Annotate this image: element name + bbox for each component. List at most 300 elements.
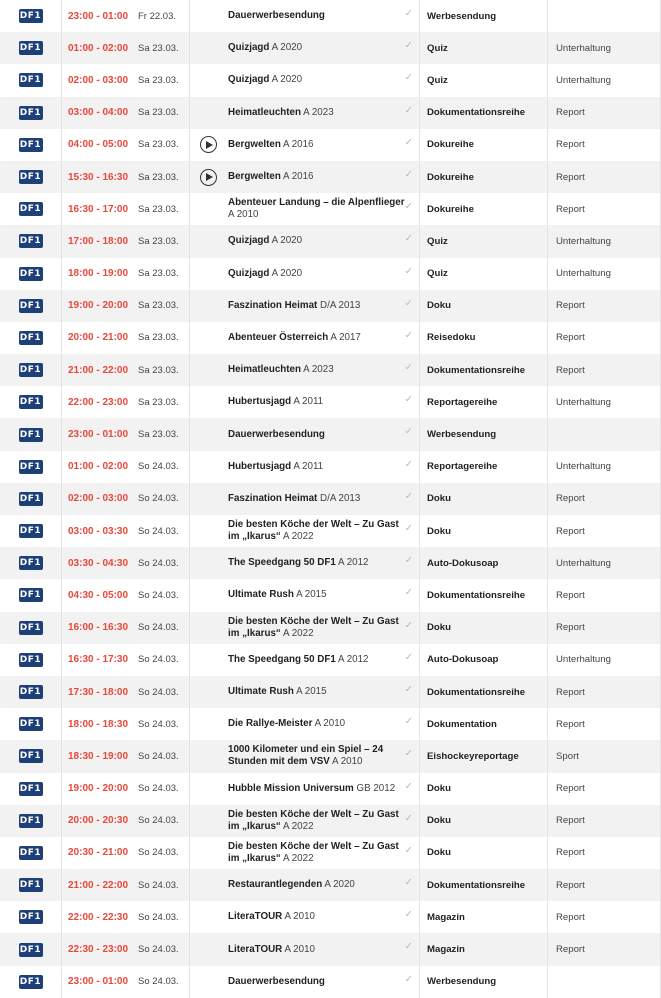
category-cell xyxy=(548,708,661,740)
category-cell xyxy=(548,193,661,225)
genre-cell xyxy=(420,0,548,32)
program-meta: A 2020 xyxy=(271,42,303,54)
check-icon[interactable]: ✓ xyxy=(404,812,413,824)
genre-label: Auto-Dokusoap xyxy=(427,654,499,666)
genre-cell xyxy=(420,354,548,386)
title-cell[interactable] xyxy=(226,901,420,933)
time-cell xyxy=(62,258,138,290)
channel-logo xyxy=(19,106,43,120)
category-label: Unterhaltung xyxy=(556,557,611,569)
channel-logo-text: DF1 xyxy=(19,944,42,955)
program-row[interactable] xyxy=(0,483,661,515)
category-cell xyxy=(548,418,661,450)
program-meta: A 2010 xyxy=(284,911,315,923)
category-label: Sport xyxy=(556,750,579,762)
program-title[interactable]: The Speedgang 50 DF1 xyxy=(228,557,336,569)
genre-cell xyxy=(420,740,548,772)
program-row[interactable] xyxy=(0,322,661,354)
title-wrap xyxy=(228,235,302,247)
program-row[interactable] xyxy=(0,676,661,708)
time-range: 20:00 - 21:00 xyxy=(68,332,129,344)
date-label: Sa 23.03. xyxy=(138,235,179,247)
check-icon[interactable]: ✓ xyxy=(404,716,413,728)
program-row[interactable] xyxy=(0,129,661,161)
title-cell[interactable] xyxy=(226,740,420,772)
program-title[interactable]: LiteraTOUR xyxy=(228,911,283,923)
title-cell[interactable] xyxy=(226,676,420,708)
program-row[interactable] xyxy=(0,32,661,64)
check-icon[interactable]: ✓ xyxy=(404,748,413,760)
program-row[interactable] xyxy=(0,0,661,32)
date-cell xyxy=(138,773,190,805)
time-range: 21:00 - 22:00 xyxy=(68,879,129,891)
program-title[interactable]: Dauerwerbesendung xyxy=(228,975,325,987)
category-cell xyxy=(548,676,661,708)
check-icon[interactable]: ✓ xyxy=(404,265,413,277)
channel-cell xyxy=(0,676,62,708)
title-cell[interactable] xyxy=(226,322,420,354)
title-cell[interactable] xyxy=(226,483,420,515)
program-row[interactable] xyxy=(0,386,661,418)
program-title[interactable]: Quizjagd xyxy=(228,267,270,279)
channel-cell xyxy=(0,354,62,386)
title-cell[interactable] xyxy=(226,64,420,96)
genre-cell xyxy=(420,933,548,965)
channel-cell xyxy=(0,258,62,290)
genre-label: Doku xyxy=(427,525,451,537)
title-cell[interactable] xyxy=(226,354,420,386)
program-row[interactable] xyxy=(0,515,661,547)
time-cell xyxy=(62,869,138,901)
genre-cell xyxy=(420,483,548,515)
title-cell[interactable] xyxy=(226,966,420,998)
category-cell xyxy=(548,773,661,805)
program-row[interactable] xyxy=(0,869,661,901)
title-cell[interactable] xyxy=(226,515,420,547)
genre-label: Dokureihe xyxy=(427,139,474,151)
check-icon[interactable]: ✓ xyxy=(404,297,413,309)
category-cell xyxy=(548,354,661,386)
program-row[interactable] xyxy=(0,901,661,933)
category-label: Report xyxy=(556,622,585,634)
program-row[interactable] xyxy=(0,644,661,676)
check-icon[interactable]: ✓ xyxy=(404,844,413,856)
program-row[interactable] xyxy=(0,64,661,96)
time-range: 22:30 - 23:00 xyxy=(68,944,129,956)
time-cell xyxy=(62,644,138,676)
time-range: 19:00 - 20:00 xyxy=(68,783,129,795)
channel-logo xyxy=(19,878,43,892)
program-title[interactable]: Die besten Köche der Welt – Zu Gast im „Ikarus“ xyxy=(228,840,399,864)
channel-logo-text: DF1 xyxy=(19,139,42,150)
time-range: 01:00 - 02:00 xyxy=(68,42,129,54)
program-row[interactable] xyxy=(0,418,661,450)
channel-logo xyxy=(19,202,43,216)
program-meta: A 2023 xyxy=(303,106,334,118)
play-cell xyxy=(190,837,226,869)
genre-label: Reisedoku xyxy=(427,332,476,344)
program-row[interactable] xyxy=(0,708,661,740)
channel-logo-text: DF1 xyxy=(19,300,42,311)
date-label: So 24.03. xyxy=(138,622,179,634)
date-label: So 24.03. xyxy=(138,718,179,730)
genre-label: Quiz xyxy=(427,268,448,280)
date-label: Sa 23.03. xyxy=(138,268,179,280)
time-range: 20:30 - 21:00 xyxy=(68,847,129,859)
date-label: Sa 23.03. xyxy=(138,139,179,151)
program-title[interactable]: Ultimate Rush xyxy=(228,686,294,698)
check-icon[interactable]: ✓ xyxy=(404,394,413,406)
time-cell xyxy=(62,837,138,869)
title-cell[interactable] xyxy=(226,612,420,644)
channel-logo xyxy=(19,9,43,23)
program-row[interactable] xyxy=(0,933,661,965)
date-label: Sa 23.03. xyxy=(138,332,179,344)
time-range: 02:00 - 03:00 xyxy=(68,74,129,86)
genre-cell xyxy=(420,161,548,193)
channel-logo-text: DF1 xyxy=(19,719,42,730)
check-icon[interactable]: ✓ xyxy=(404,523,413,534)
check-icon[interactable]: ✓ xyxy=(404,458,413,470)
date-label: So 24.03. xyxy=(138,654,179,666)
genre-cell xyxy=(420,290,548,322)
program-row[interactable] xyxy=(0,966,661,998)
play-cell xyxy=(190,64,226,96)
title-cell[interactable] xyxy=(226,97,420,129)
program-title[interactable]: Dauerwerbesendung xyxy=(228,10,325,22)
title-wrap xyxy=(228,396,323,408)
time-cell xyxy=(62,740,138,772)
title-cell[interactable] xyxy=(226,32,420,64)
channel-logo xyxy=(19,138,43,152)
date-cell xyxy=(138,966,190,998)
program-row[interactable] xyxy=(0,612,661,644)
channel-logo-text: DF1 xyxy=(19,847,42,858)
title-cell[interactable] xyxy=(226,225,420,257)
genre-label: Auto-Dokusoap xyxy=(427,557,499,569)
time-cell xyxy=(62,0,138,32)
channel-logo-text: DF1 xyxy=(19,526,42,537)
channel-cell xyxy=(0,901,62,933)
category-cell xyxy=(548,805,661,837)
play-icon[interactable] xyxy=(200,169,217,186)
program-title[interactable]: Hubble Mission Universum xyxy=(228,782,354,794)
time-range: 15:30 - 16:30 xyxy=(68,171,129,183)
category-cell xyxy=(548,386,661,418)
date-cell xyxy=(138,225,190,257)
date-label: So 24.03. xyxy=(138,911,179,923)
category-label: Unterhaltung xyxy=(556,461,611,473)
program-title[interactable]: Bergwelten xyxy=(228,138,281,150)
category-cell xyxy=(548,837,661,869)
program-title[interactable]: Faszination Heimat xyxy=(228,492,318,504)
play-cell xyxy=(190,966,226,998)
play-icon[interactable] xyxy=(200,136,217,153)
check-icon[interactable]: ✓ xyxy=(404,40,413,52)
check-icon[interactable]: ✓ xyxy=(404,8,413,19)
program-title[interactable]: Bergwelten xyxy=(228,171,281,183)
channel-cell xyxy=(0,547,62,579)
time-range: 17:00 - 18:00 xyxy=(68,235,129,247)
title-cell[interactable] xyxy=(226,644,420,676)
category-cell xyxy=(548,64,661,96)
genre-label: Magazin xyxy=(427,911,465,923)
check-icon[interactable]: ✓ xyxy=(404,941,413,953)
genre-cell xyxy=(420,225,548,257)
genre-label: Dokumentationsreihe xyxy=(427,589,526,601)
program-meta: A 2012 xyxy=(337,557,369,569)
genre-cell xyxy=(420,579,548,611)
program-title[interactable]: LiteraTOUR xyxy=(228,943,283,955)
program-meta: A 2022 xyxy=(283,852,314,864)
program-row[interactable] xyxy=(0,258,661,290)
time-cell xyxy=(62,708,138,740)
play-cell xyxy=(190,547,226,579)
program-meta: A 2016 xyxy=(283,171,314,183)
program-row[interactable] xyxy=(0,579,661,611)
genre-label: Werbesendung xyxy=(427,10,497,22)
time-range: 16:00 - 16:30 xyxy=(68,622,129,634)
program-title[interactable]: Die Rallye-Meister xyxy=(228,718,313,730)
play-cell xyxy=(190,869,226,901)
program-row[interactable] xyxy=(0,773,661,805)
program-title[interactable]: Abenteuer Österreich xyxy=(228,331,329,343)
program-title[interactable]: Die besten Köche der Welt – Zu Gast im „Ikarus“ xyxy=(228,519,399,543)
channel-cell xyxy=(0,644,62,676)
time-range: 18:30 - 19:00 xyxy=(68,750,129,762)
check-icon[interactable]: ✓ xyxy=(404,329,413,341)
date-label: So 24.03. xyxy=(138,589,179,601)
check-icon[interactable]: ✓ xyxy=(404,490,413,502)
program-title[interactable]: Die besten Köche der Welt – Zu Gast im „Ikarus“ xyxy=(228,808,399,832)
program-title[interactable]: Faszination Heimat xyxy=(228,299,318,311)
channel-cell xyxy=(0,740,62,772)
program-title[interactable]: Heimatleuchten xyxy=(228,364,301,376)
title-cell[interactable] xyxy=(226,161,420,193)
program-title[interactable]: Restaurantlegenden xyxy=(228,879,323,891)
time-cell xyxy=(62,322,138,354)
time-range: 16:30 - 17:30 xyxy=(68,654,129,666)
program-title[interactable]: Hubertusjagd xyxy=(228,396,292,408)
date-cell xyxy=(138,0,190,32)
date-cell xyxy=(138,193,190,225)
date-cell xyxy=(138,901,190,933)
category-label: Report xyxy=(556,944,585,956)
check-icon[interactable]: ✓ xyxy=(404,362,413,374)
program-row[interactable] xyxy=(0,161,661,193)
program-meta: A 2015 xyxy=(296,589,327,601)
title-wrap xyxy=(228,654,369,666)
title-cell[interactable] xyxy=(226,258,420,290)
time-cell xyxy=(62,612,138,644)
channel-logo-text: DF1 xyxy=(19,783,42,794)
channel-logo xyxy=(19,524,43,538)
title-cell[interactable] xyxy=(226,933,420,965)
check-icon[interactable]: ✓ xyxy=(404,555,413,567)
channel-logo xyxy=(19,170,43,184)
date-cell xyxy=(138,386,190,418)
program-row[interactable] xyxy=(0,740,661,772)
date-cell xyxy=(138,32,190,64)
channel-cell xyxy=(0,579,62,611)
time-cell xyxy=(62,676,138,708)
category-label: Report xyxy=(556,300,585,312)
genre-label: Dokumentationsreihe xyxy=(427,879,526,891)
channel-logo xyxy=(19,717,43,731)
check-icon[interactable]: ✓ xyxy=(404,587,413,599)
title-cell[interactable] xyxy=(226,547,420,579)
program-title[interactable]: Heimatleuchten xyxy=(228,106,301,118)
program-meta: A 2012 xyxy=(337,653,369,665)
title-cell[interactable] xyxy=(226,805,420,837)
title-cell[interactable] xyxy=(226,193,420,225)
check-icon[interactable]: ✓ xyxy=(404,104,413,116)
channel-logo xyxy=(19,331,43,345)
title-wrap xyxy=(228,332,361,344)
category-label: Report xyxy=(556,171,585,183)
title-wrap xyxy=(228,616,405,640)
category-label: Unterhaltung xyxy=(556,268,611,280)
title-cell[interactable] xyxy=(226,451,420,483)
time-range: 21:00 - 22:00 xyxy=(68,364,129,376)
title-wrap xyxy=(228,300,360,312)
date-cell xyxy=(138,933,190,965)
program-title[interactable]: 1000 Kilometer und ein Spiel – 24 Stunden mit dem VSV xyxy=(228,744,384,768)
check-icon[interactable]: ✓ xyxy=(404,136,413,148)
time-cell xyxy=(62,354,138,386)
program-row[interactable] xyxy=(0,805,661,837)
channel-cell xyxy=(0,612,62,644)
title-cell[interactable] xyxy=(226,837,420,869)
category-cell xyxy=(548,129,661,161)
program-title[interactable]: Quizjagd xyxy=(228,235,270,247)
program-title[interactable]: The Speedgang 50 DF1 xyxy=(228,653,336,665)
check-icon[interactable]: ✓ xyxy=(404,72,413,84)
program-meta: A 2020 xyxy=(271,267,303,279)
genre-label: Doku xyxy=(427,783,451,795)
channel-logo xyxy=(19,943,43,957)
title-cell[interactable] xyxy=(226,290,420,322)
check-icon[interactable]: ✓ xyxy=(404,973,413,985)
program-row[interactable] xyxy=(0,225,661,257)
play-cell xyxy=(190,193,226,225)
category-label: Report xyxy=(556,332,585,344)
title-wrap xyxy=(228,42,302,54)
date-cell xyxy=(138,322,190,354)
program-row[interactable] xyxy=(0,451,661,483)
title-cell[interactable] xyxy=(226,773,420,805)
play-cell xyxy=(190,225,226,257)
category-label: Report xyxy=(556,879,585,891)
title-cell[interactable] xyxy=(226,418,420,450)
program-row[interactable] xyxy=(0,290,661,322)
channel-logo-text: DF1 xyxy=(19,912,42,923)
genre-cell xyxy=(420,322,548,354)
program-title[interactable]: Die besten Köche der Welt – Zu Gast im „Ikarus“ xyxy=(228,615,399,639)
program-row[interactable] xyxy=(0,837,661,869)
time-range: 17:30 - 18:00 xyxy=(68,686,129,698)
title-cell[interactable] xyxy=(226,869,420,901)
title-cell[interactable] xyxy=(226,708,420,740)
play-cell xyxy=(190,418,226,450)
program-meta: A 2022 xyxy=(283,820,314,832)
check-icon[interactable]: ✓ xyxy=(404,683,413,695)
time-cell xyxy=(62,418,138,450)
date-cell xyxy=(138,418,190,450)
program-row[interactable] xyxy=(0,547,661,579)
check-icon[interactable]: ✓ xyxy=(404,877,413,889)
program-title[interactable]: Quizjagd xyxy=(228,42,270,54)
date-label: So 24.03. xyxy=(138,493,179,505)
genre-cell xyxy=(420,547,548,579)
check-icon[interactable]: ✓ xyxy=(404,909,413,921)
check-icon[interactable]: ✓ xyxy=(404,619,413,631)
program-row[interactable] xyxy=(0,354,661,386)
program-meta: A 2022 xyxy=(283,627,314,639)
program-title[interactable]: Dauerwerbesendung xyxy=(228,428,325,440)
play-cell xyxy=(190,773,226,805)
program-title[interactable]: Ultimate Rush xyxy=(228,589,294,601)
program-meta: A 2010 xyxy=(284,943,315,955)
channel-cell xyxy=(0,483,62,515)
date-cell xyxy=(138,129,190,161)
check-icon[interactable]: ✓ xyxy=(404,168,413,180)
title-cell[interactable] xyxy=(226,386,420,418)
date-label: Sa 23.03. xyxy=(138,42,179,54)
category-cell xyxy=(548,966,661,998)
check-icon[interactable]: ✓ xyxy=(404,780,413,792)
check-icon[interactable]: ✓ xyxy=(404,233,413,245)
channel-logo xyxy=(19,556,43,570)
genre-cell xyxy=(420,966,548,998)
channel-logo xyxy=(19,782,43,796)
category-cell xyxy=(548,547,661,579)
program-title[interactable]: Quizjagd xyxy=(228,74,270,86)
check-icon[interactable]: ✓ xyxy=(404,651,413,663)
date-label: Sa 23.03. xyxy=(138,300,179,312)
time-cell xyxy=(62,579,138,611)
title-cell[interactable] xyxy=(226,129,420,161)
play-cell xyxy=(190,676,226,708)
date-cell xyxy=(138,612,190,644)
title-wrap xyxy=(228,809,405,833)
program-row[interactable] xyxy=(0,193,661,225)
category-cell xyxy=(548,515,661,547)
title-cell[interactable] xyxy=(226,0,420,32)
program-title[interactable]: Hubertusjagd xyxy=(228,460,292,472)
check-icon[interactable]: ✓ xyxy=(404,201,413,213)
date-cell xyxy=(138,676,190,708)
category-label: Unterhaltung xyxy=(556,74,611,86)
time-cell xyxy=(62,97,138,129)
date-label: Sa 23.03. xyxy=(138,107,179,119)
category-label: Report xyxy=(556,139,585,151)
category-label: Report xyxy=(556,107,585,119)
program-row[interactable] xyxy=(0,97,661,129)
date-cell xyxy=(138,451,190,483)
channel-cell xyxy=(0,773,62,805)
program-title[interactable]: Abenteuer Landung – die Alpenflieger xyxy=(228,197,405,209)
time-cell xyxy=(62,547,138,579)
check-icon[interactable]: ✓ xyxy=(404,426,413,438)
program-meta: A 2022 xyxy=(283,531,314,543)
genre-label: Reportagereihe xyxy=(427,461,498,473)
date-label: Sa 23.03. xyxy=(138,203,179,215)
title-cell[interactable] xyxy=(226,579,420,611)
category-label: Report xyxy=(556,203,585,215)
time-range: 20:00 - 20:30 xyxy=(68,815,129,827)
time-cell xyxy=(62,451,138,483)
